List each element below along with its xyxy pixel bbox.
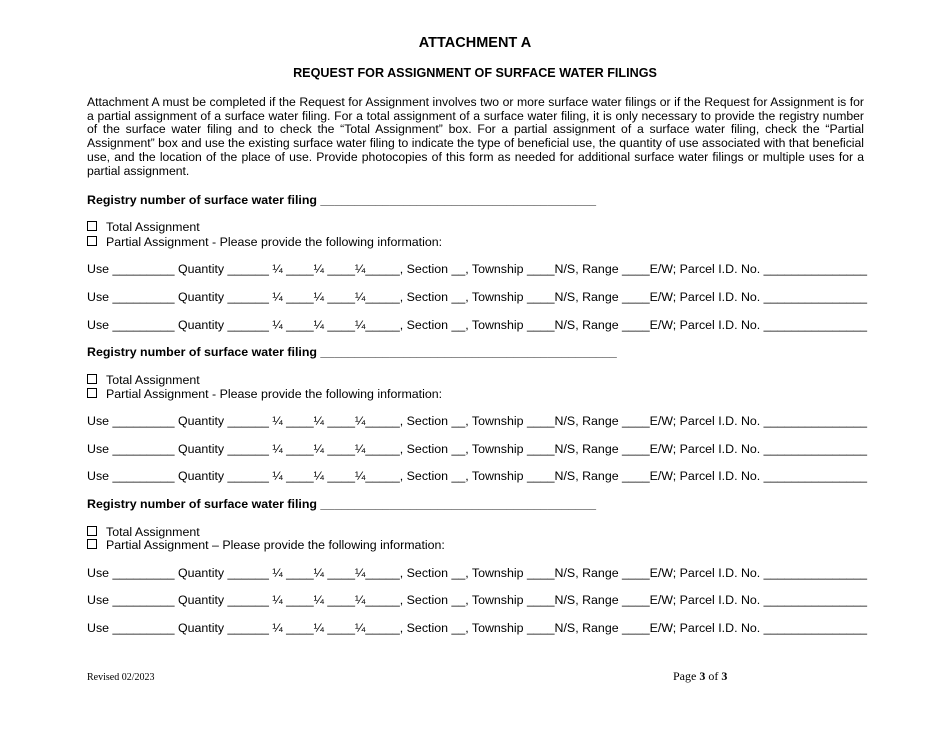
total-assignment-label-3: Total Assignment: [106, 525, 200, 539]
total-assignment-checkbox-2[interactable]: [87, 374, 97, 384]
page-number: [673, 669, 727, 684]
partial-assignment-checkbox-2[interactable]: [87, 388, 97, 398]
use-row-1-1[interactable]: Use _________ Quantity ______ ¼ ____¼ ____¼_____, Section __, Township ____N/S, Range ____E/W; Parcel I.D. No. _______________: [87, 262, 868, 276]
use-row-3-3[interactable]: Use _________ Quantity ______ ¼ ____¼ ____¼_____, Section __, Township ____N/S, Range ____E/W; Parcel I.D. No. _______________: [87, 621, 868, 635]
partial-assignment-option-2[interactable]: [87, 387, 442, 401]
partial-assignment-label-1: Partial Assignment - Please provide the following information:: [106, 235, 443, 249]
total-assignment-label-1: Total Assignment: [106, 220, 200, 234]
partial-assignment-label-3: Partial Assignment – Please provide the following information:: [106, 538, 445, 552]
registry-number-field-1[interactable]: Registry number of surface water filing ________________________________________: [87, 193, 597, 207]
total-assignment-label-2: Total Assignment: [106, 373, 200, 387]
total-assignment-checkbox-1[interactable]: [87, 221, 97, 231]
registry-number-field-2[interactable]: Registry number of surface water filing ___________________________________________: [87, 345, 617, 359]
total-assignment-option-1[interactable]: [87, 220, 200, 234]
page-of: of: [708, 669, 719, 683]
use-row-1-2[interactable]: Use _________ Quantity ______ ¼ ____¼ ____¼_____, Section __, Township ____N/S, Range ____E/W; Parcel I.D. No. _______________: [87, 290, 868, 304]
total-assignment-option-2[interactable]: [87, 373, 200, 387]
page-word: Page: [673, 669, 697, 683]
total-assignment-option-3[interactable]: [87, 525, 200, 539]
partial-assignment-option-1[interactable]: [87, 235, 442, 249]
use-row-2-2[interactable]: Use _________ Quantity ______ ¼ ____¼ ____¼_____, Section __, Township ____N/S, Range ____E/W; Parcel I.D. No. _______________: [87, 442, 868, 456]
use-row-1-3[interactable]: Use _________ Quantity ______ ¼ ____¼ ____¼_____, Section __, Township ____N/S, Range ____E/W; Parcel I.D. No. _______________: [87, 318, 868, 332]
partial-assignment-checkbox-1[interactable]: [87, 236, 97, 246]
partial-assignment-checkbox-3[interactable]: [87, 539, 97, 549]
use-row-3-1[interactable]: Use _________ Quantity ______ ¼ ____¼ ____¼_____, Section __, Township ____N/S, Range ____E/W; Parcel I.D. No. _______________: [87, 566, 868, 580]
registry-number-field-3[interactable]: Registry number of surface water filing ________________________________________: [87, 497, 597, 511]
partial-assignment-option-3[interactable]: [87, 538, 445, 552]
partial-assignment-label-2: Partial Assignment - Please provide the following information:: [106, 387, 443, 401]
page-subtitle: REQUEST FOR ASSIGNMENT OF SURFACE WATER FILINGS: [293, 66, 657, 80]
use-row-2-1[interactable]: Use _________ Quantity ______ ¼ ____¼ ____¼_____, Section __, Township ____N/S, Range ____E/W; Parcel I.D. No. _______________: [87, 414, 868, 428]
use-row-3-2[interactable]: Use _________ Quantity ______ ¼ ____¼ ____¼_____, Section __, Township ____N/S, Range ____E/W; Parcel I.D. No. _______________: [87, 593, 868, 607]
page-title: ATTACHMENT A: [418, 35, 532, 51]
revised-date: Revised 02/2023: [87, 672, 155, 683]
total-assignment-checkbox-3[interactable]: [87, 526, 97, 536]
page-total: 3: [721, 669, 728, 683]
page-current: 3: [699, 669, 706, 683]
intro-paragraph: Attachment A must be completed if the Request for Assignment involves two or more surface water filings or if the Request for Assignment is for a partial assignment of a surface water filing. For a total assignment of a surface water filing, it is only necessary to provide the registry number of the surface water filing and to check the “Total Assignment” box. For a partial assignment of a surface water filing, check the “Partial Assignment” box and use the existing surface water filing to indicate the type of beneficial use, the quantity of use associated with that beneficial use, and the location of the place of use. Provide photocopies of this form as needed for additional surface water filings or multiple uses for a partial assignment.: [87, 95, 864, 178]
use-row-2-3[interactable]: Use _________ Quantity ______ ¼ ____¼ ____¼_____, Section __, Township ____N/S, Range ____E/W; Parcel I.D. No. _______________: [87, 469, 868, 483]
